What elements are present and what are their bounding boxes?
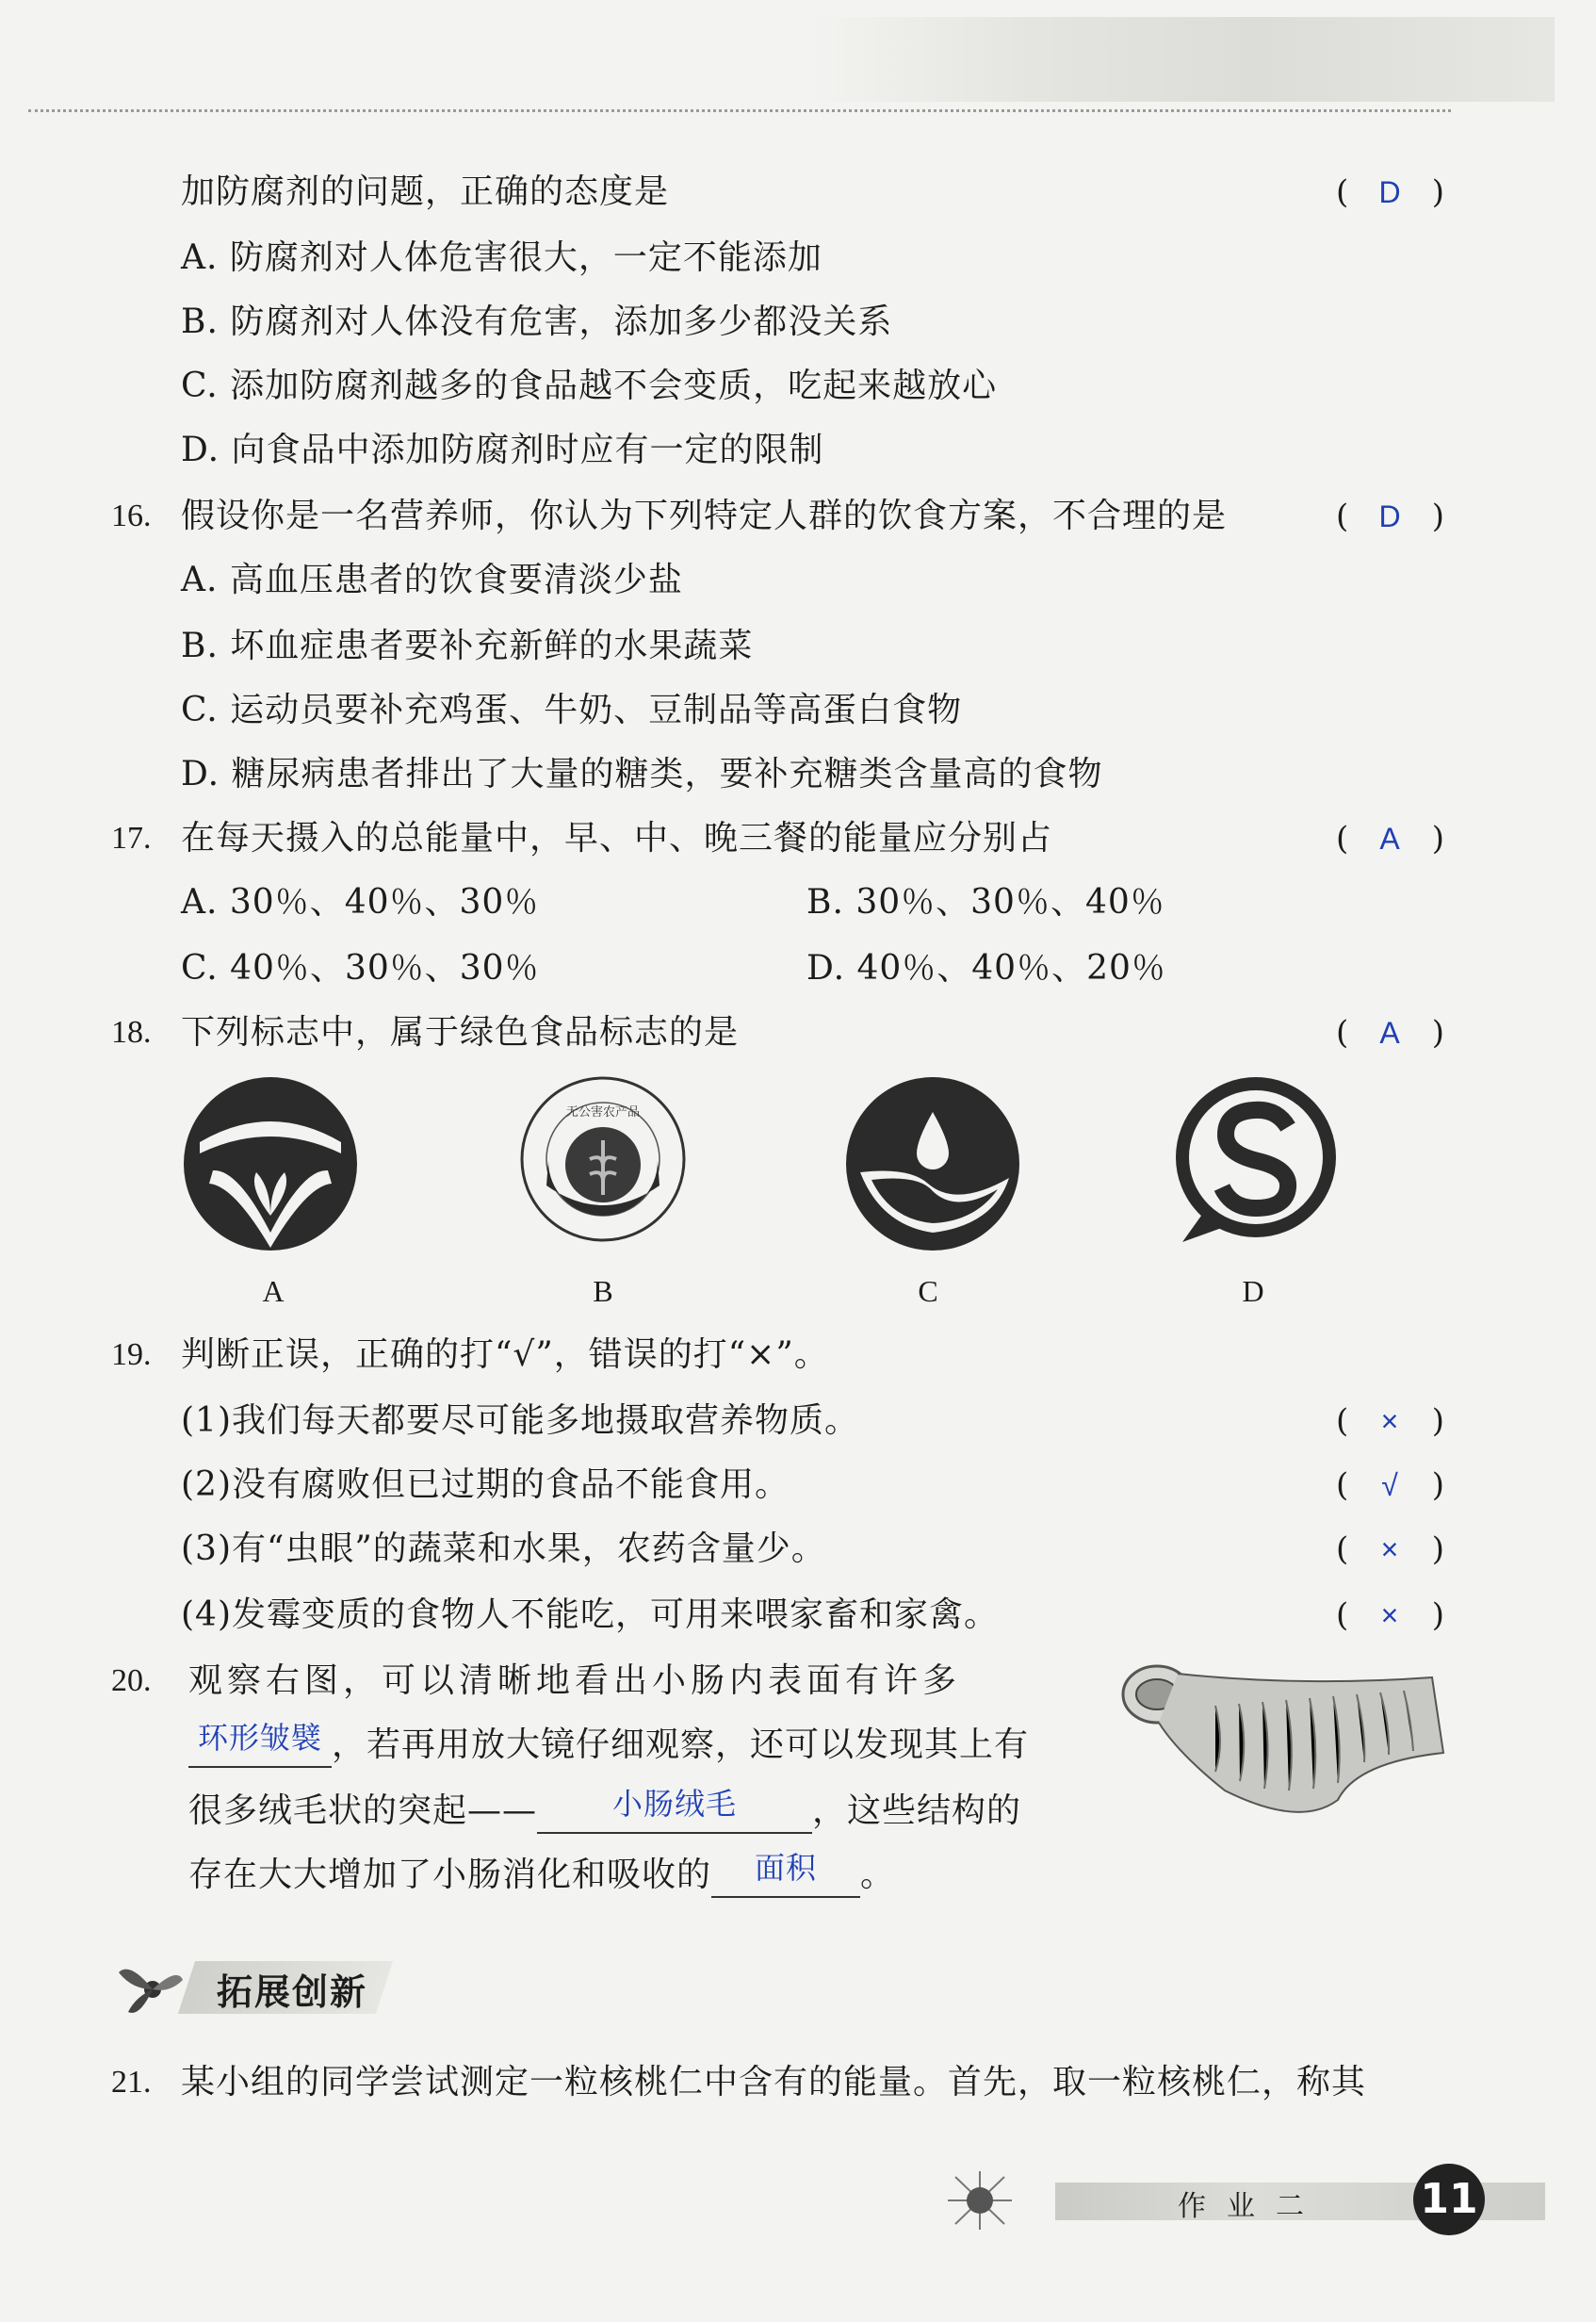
- q20-line-4-post: 。: [860, 1856, 896, 1894]
- q17-option-c: C. 40％、30％、30％: [181, 949, 540, 988]
- page-number: 11: [1413, 2164, 1485, 2235]
- q19-stem: 判断正误，正确的打“√”，错误的打“×”。: [181, 1335, 829, 1374]
- q15-option-a: A. 防腐剂对人体危害很大，一定不能添加: [181, 238, 822, 277]
- logo-b-ring-text: 无公害农产品: [565, 1105, 641, 1120]
- logo-a-label: A: [262, 1274, 285, 1308]
- q17-option-d: D. 40％、40％、20％: [806, 949, 1166, 988]
- q20-line-3-pre: 很多绒毛状的突起——: [188, 1791, 538, 1830]
- q16-option-d: D. 糖尿病患者排出了大量的糖类，要补充糖类含量高的食物: [181, 755, 1103, 793]
- q20-blank-3: [711, 1851, 860, 1898]
- q20-number: 20.: [111, 1663, 152, 1698]
- small-intestine-illustration: [1112, 1649, 1451, 1828]
- header-dotted-rule: [28, 109, 1451, 112]
- q20-line-2: [188, 1723, 1029, 1768]
- q20-line-3-post: ，这些结构的: [812, 1791, 1022, 1830]
- q19-item-2-answer: √: [1381, 1468, 1398, 1502]
- q20-blank-2: [537, 1787, 812, 1834]
- q18-number: 18.: [111, 1015, 152, 1050]
- section-header: [111, 1955, 394, 2018]
- q20-blank-3-answer: 面积: [755, 1851, 818, 1885]
- footer-label: 作业二: [1178, 2190, 1325, 2223]
- q15-option-b: B. 防腐剂对人体没有危害，添加多少都没关系: [181, 303, 893, 341]
- q20-line-4-pre: 存在大大增加了小肠消化和吸收的: [188, 1856, 712, 1894]
- q17-stem: 在每天摄入的总能量中，早、中、晚三餐的能量应分别占: [181, 819, 1053, 858]
- pollution-free-logo-icon: [518, 1074, 688, 1244]
- propeller-icon: [111, 1957, 187, 2019]
- header-band: [810, 17, 1555, 102]
- q17-answer: A: [1379, 822, 1400, 856]
- workbook-page: 加防腐剂的问题，正确的态度是 ( D ) A. 防腐剂对人体危害很大，一定不能添加 B. 防腐剂对人体没有危害，添加多少都没关系 C. 添加防腐剂越多的食品越不会变质，吃起来越放心 D. 向食品中添加防腐剂时应有一定的限制 16. 假设你是一名营养师，你认为下列特定人群的饮食方案，不合理的是 ( D ) A. 高血压患者的饮食要清淡少盐 B. 坏血症患者要补充新鲜的水果蔬菜 C. 运动员要补充鸡蛋、牛奶、豆制品等高蛋白食物 D. 糖尿病患者排出了大量的糖类，要补充糖类含量高的食物 17. 在每天摄入的总能量中，早、中、晚三餐的能量应分别占 ( A ) A. 30％、40％、30％ B. 30％、30％、40％ C. 40％、30％、30％ D. 40％、40％、20％ 18. 下列标志中，属于绿色食品标志的是 ( A ) A 无公害农产品 B C D 19. 判断正误，正确的打“√”，错误的打“×”。 (1)我们每天都要尽可能多地摄取营养物质。 ( × ) (2)没有腐败但已过期的食品不能食用。 ( √ ) (3)有“虫眼”的蔬菜和水果，农药含量少。 ( × ) (4)发霉变质的食物人不能吃，可用来喂家畜和家禽。 ( × ) 20. 观察右图，可以清晰地看出小肠内表面有许多 环形皱襞 ，若再用放大镜仔细观察，还可以发现其上有 很多绒毛状的突起—— 小肠绒毛 ，这些结构的 存在大大增加了小肠消化和吸收的 面积 。 拓展创新 21. 某小组的同学尝试测定一粒核桃仁中含有的能量。首先，取一粒核桃仁，称其 作业二 11: [0, 0, 1596, 2322]
- water-drop-logo-icon: [843, 1074, 1022, 1253]
- q19-number: 19.: [111, 1337, 152, 1372]
- logo-c-label: C: [918, 1274, 938, 1308]
- q21-stem: 某小组的同学尝试测定一粒核桃仁中含有的能量。首先，取一粒核桃仁，称其: [181, 2063, 1367, 2101]
- logo-b-label: B: [593, 1274, 613, 1308]
- q16-option-a: A. 高血压患者的饮食要清淡少盐: [181, 561, 683, 599]
- q16-number: 16.: [111, 499, 152, 533]
- q17-option-b: B. 30％、30％、40％: [806, 883, 1165, 922]
- q15-stem: 加防腐剂的问题，正确的态度是: [181, 172, 670, 211]
- section-title: 拓展创新: [217, 1971, 368, 2013]
- green-food-logo-icon: [181, 1074, 360, 1253]
- q20-blank-1-answer: 环形皱襞: [197, 1721, 322, 1755]
- page-footer: [904, 2158, 1583, 2243]
- q16-stem: 假设你是一名营养师，你认为下列特定人群的饮食方案，不合理的是: [181, 497, 1228, 535]
- q15-answer: D: [1378, 175, 1401, 209]
- q20-blank-1: [188, 1721, 332, 1768]
- q15-option-d: D. 向食品中添加防腐剂时应有一定的限制: [181, 431, 824, 469]
- q20-blank-2-answer: 小肠绒毛: [612, 1787, 738, 1821]
- q19-item-4-answer: ×: [1380, 1598, 1399, 1632]
- q19-item-3: (3)有“虫眼”的蔬菜和水果，农药含量少。: [181, 1529, 826, 1568]
- q20-line-2-text: ，若再用放大镜仔细观察，还可以发现其上有: [332, 1725, 1030, 1764]
- q19-item-1: (1)我们每天都要尽可能多地摄取营养物质。: [181, 1401, 859, 1440]
- q17-number: 17.: [111, 821, 152, 856]
- q16-option-b: B. 坏血症患者要补充新鲜的水果蔬菜: [181, 627, 754, 665]
- q19-item-4: (4)发霉变质的食物人不能吃，可用来喂家畜和家禽。: [181, 1595, 999, 1634]
- q16-answer: D: [1378, 499, 1401, 533]
- q19-item-1-answer: ×: [1380, 1404, 1399, 1438]
- q18-answer: A: [1379, 1016, 1400, 1050]
- sun-burst-icon: [942, 2167, 1018, 2233]
- q18-stem: 下列标志中，属于绿色食品标志的是: [181, 1013, 740, 1052]
- q20-line-1: 观察右图，可以清晰地看出小肠内表面有许多: [188, 1661, 962, 1700]
- q16-option-c: C. 运动员要补充鸡蛋、牛奶、豆制品等高蛋白食物: [181, 691, 963, 729]
- q20-line-4: [188, 1853, 895, 1898]
- q15-option-c: C. 添加防腐剂越多的食品越不会变质，吃起来越放心: [181, 367, 998, 405]
- q21-number: 21.: [111, 2065, 152, 2100]
- logo-d-label: D: [1242, 1274, 1264, 1308]
- qs-logo-icon: [1173, 1074, 1343, 1253]
- q17-option-a: A. 30％、40％、30％: [181, 883, 540, 922]
- q20-line-3: [188, 1789, 1021, 1834]
- q19-item-2: (2)没有腐败但已过期的食品不能食用。: [181, 1465, 790, 1504]
- q19-item-3-answer: ×: [1380, 1532, 1399, 1566]
